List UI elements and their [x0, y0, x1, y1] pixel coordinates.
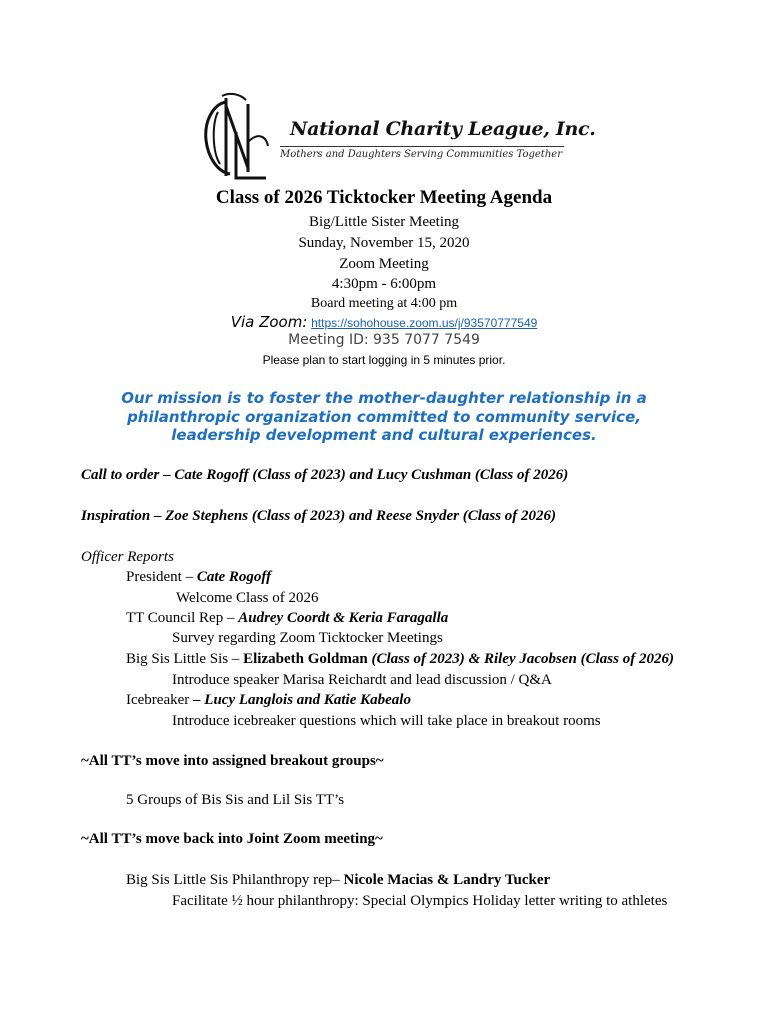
board-meeting-note: Board meeting at 4:00 pm	[310, 296, 458, 311]
bigsis-label: Big Sis Little Sis –	[126, 651, 244, 667]
meeting-time: 4:30pm - 6:00pm	[331, 276, 437, 292]
org-name: National Charity League, Inc.	[290, 118, 596, 140]
page-title: Class of 2026 Ticktocker Meeting Agenda	[215, 187, 553, 208]
via-zoom-label: Via Zoom:	[230, 313, 308, 331]
tt-council-line	[126, 610, 448, 627]
bigsis-names-rest: (Class of 2023) & Riley Jacobsen (Class of 2026)	[367, 651, 674, 667]
breakout-move: ~All TT’s move into assigned breakout groups~	[81, 753, 384, 769]
bigsis-line	[126, 651, 674, 668]
icebreaker-label: Icebreaker	[126, 692, 190, 708]
mission-statement: Our mission is to foster the mother-daughter relationship in a philanthropic organization committed to community service, leadership development and cultural experiences.	[121, 389, 647, 444]
president-line	[126, 569, 271, 586]
philanthropy-item: Facilitate ½ hour philanthropy: Special Olympics Holiday letter writing to athletes	[172, 893, 668, 909]
bigsis-item: Introduce speaker Marisa Reichardt and lead discussion / Q&A	[172, 672, 552, 688]
inspiration: Inspiration – Zoe Stephens (Class of 2023) and Reese Snyder (Class of 2026)	[81, 508, 557, 524]
org-tagline: Mothers and Daughters Serving Communities Together	[280, 146, 564, 160]
zoom-link[interactable]: https://sohohouse.zoom.us/j/93570777549	[311, 316, 538, 330]
meeting-subtitle: Big/Little Sister Meeting	[309, 214, 459, 230]
meeting-id: Meeting ID: 935 7077 7549	[288, 332, 480, 348]
breakout-groups: 5 Groups of Bis Sis and Lil Sis TT’s	[126, 792, 345, 808]
ncl-logo-monogram	[196, 92, 274, 184]
tt-council-item: Survey regarding Zoom Ticktocker Meetings	[172, 630, 443, 646]
login-note: Please plan to start logging in 5 minutes prior.	[262, 353, 506, 367]
icebreaker-line	[126, 692, 411, 709]
president-item: Welcome Class of 2026	[176, 590, 319, 606]
officer-reports-heading: Officer Reports	[81, 549, 174, 565]
meeting-date: Sunday, November 15, 2020	[298, 235, 470, 251]
tt-council-names: Audrey Coordt & Keria Faragalla	[238, 610, 449, 626]
philanthropy-line	[126, 872, 550, 889]
call-to-order: Call to order – Cate Rogoff (Class of 2023) and Lucy Cushman (Class of 2026)	[81, 467, 569, 483]
president-label: President –	[126, 569, 197, 585]
joint-move: ~All TT’s move back into Joint Zoom meeting~	[81, 831, 383, 847]
zoom-line	[0, 313, 768, 332]
president-name: Cate Rogoff	[196, 569, 272, 585]
icebreaker-item: Introduce icebreaker questions which will take place in breakout rooms	[172, 713, 601, 729]
bigsis-name: Elizabeth Goldman	[243, 651, 368, 667]
meeting-type: Zoom Meeting	[339, 256, 429, 272]
icebreaker-names: – Lucy Langlois and Katie Kabealo	[189, 692, 411, 708]
philanthropy-label: Big Sis Little Sis Philanthropy rep–	[126, 872, 344, 888]
philanthropy-names: Nicole Macias & Landry Tucker	[343, 872, 551, 888]
tt-council-label: TT Council Rep –	[126, 610, 239, 626]
